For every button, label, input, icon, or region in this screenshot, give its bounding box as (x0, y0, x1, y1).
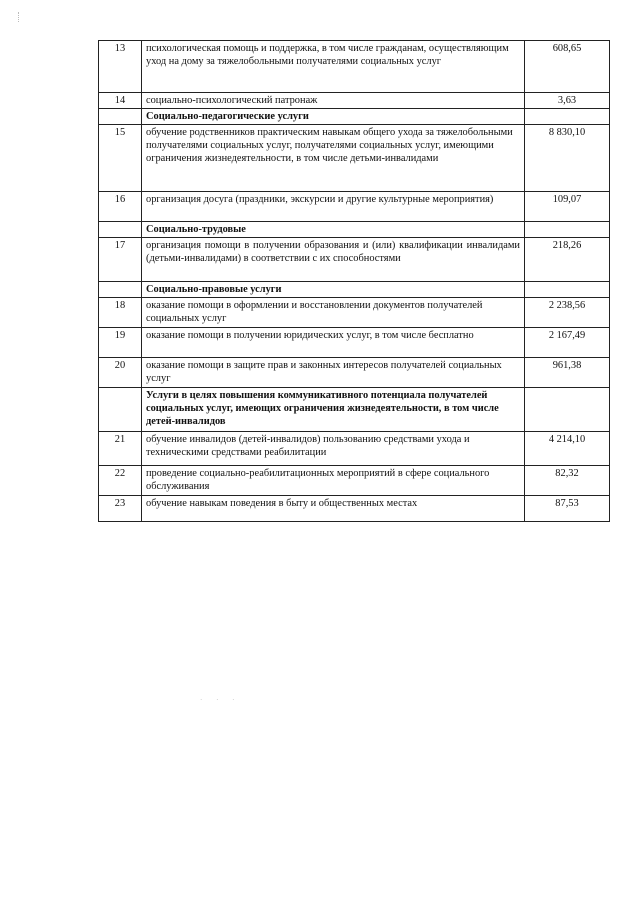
service-description: обучение навыкам поведения в быту и общественных местах (142, 496, 525, 522)
section-title: Социально-педагогические услуги (142, 109, 525, 125)
service-price: 961,38 (525, 358, 610, 388)
service-description: обучение родственников практическим навыкам общего ухода за тяжелобольными получателями социальных услуг, получателями социальных услуг, имеющими ограничения жизнедеятельности, в том числе детьми-инвалидами (142, 125, 525, 192)
section-price-cell (525, 109, 610, 125)
service-description: организация досуга (праздники, экскурсии и другие культурные мероприятия) (142, 192, 525, 222)
service-number: 22 (99, 466, 142, 496)
section-price-cell (525, 222, 610, 238)
service-number: 14 (99, 93, 142, 109)
section-header-row (99, 282, 610, 298)
service-row (99, 125, 610, 192)
service-number: 19 (99, 328, 142, 358)
service-price: 82,32 (525, 466, 610, 496)
table-body (99, 41, 610, 522)
service-price: 2 238,56 (525, 298, 610, 328)
service-number: 16 (99, 192, 142, 222)
service-row (99, 41, 610, 93)
scan-margin-mark (18, 12, 21, 22)
service-price: 2 167,49 (525, 328, 610, 358)
service-row (99, 192, 610, 222)
service-description: обучение инвалидов (детей-инвалидов) пользованию средствами ухода и техническими средствами реабилитации (142, 432, 525, 466)
service-row (99, 298, 610, 328)
service-price: 4 214,10 (525, 432, 610, 466)
service-number: 18 (99, 298, 142, 328)
scan-artifact-dots: · · · (200, 696, 241, 704)
service-row (99, 93, 610, 109)
section-title: Услуги в целях повышения коммуникативного потенциала получателей социальных услуг, имеющих ограничения жизнедеятельности, в том числе детей-инвалидов (142, 388, 525, 432)
section-number-cell (99, 222, 142, 238)
service-number: 17 (99, 238, 142, 282)
section-number-cell (99, 282, 142, 298)
section-price-cell (525, 388, 610, 432)
service-description: психологическая помощь и поддержка, в том числе гражданам, осуществляющим уход на дому за тяжелобольными получателями социальных услуг (142, 41, 525, 93)
section-header-row (99, 222, 610, 238)
service-price: 8 830,10 (525, 125, 610, 192)
section-header-row (99, 109, 610, 125)
section-price-cell (525, 282, 610, 298)
service-row (99, 466, 610, 496)
service-number: 20 (99, 358, 142, 388)
service-description: проведение социально-реабилитационных мероприятий в сфере социального обслуживания (142, 466, 525, 496)
service-row (99, 358, 610, 388)
service-price: 87,53 (525, 496, 610, 522)
service-row (99, 432, 610, 466)
section-title: Социально-правовые услуги (142, 282, 525, 298)
service-description: оказание помощи в защите прав и законных интересов получателей социальных услуг (142, 358, 525, 388)
service-number: 21 (99, 432, 142, 466)
service-price: 3,63 (525, 93, 610, 109)
service-price: 608,65 (525, 41, 610, 93)
service-description: оказание помощи в оформлении и восстановлении документов получателей социальных услуг (142, 298, 525, 328)
section-header-row (99, 388, 610, 432)
service-number: 13 (99, 41, 142, 93)
service-row (99, 496, 610, 522)
section-number-cell (99, 388, 142, 432)
service-tariff-table (98, 40, 610, 522)
section-number-cell (99, 109, 142, 125)
service-description: социально-психологический патронаж (142, 93, 525, 109)
service-number: 23 (99, 496, 142, 522)
service-number: 15 (99, 125, 142, 192)
service-price: 109,07 (525, 192, 610, 222)
service-price: 218,26 (525, 238, 610, 282)
service-row (99, 238, 610, 282)
service-row (99, 328, 610, 358)
service-description: оказание помощи в получении юридических услуг, в том числе бесплатно (142, 328, 525, 358)
service-description: организация помощи в получении образования и (или) квалификации инвалидами (детьми-инвалидами) в соответствии с их способностями (142, 238, 525, 282)
section-title: Социально-трудовые (142, 222, 525, 238)
